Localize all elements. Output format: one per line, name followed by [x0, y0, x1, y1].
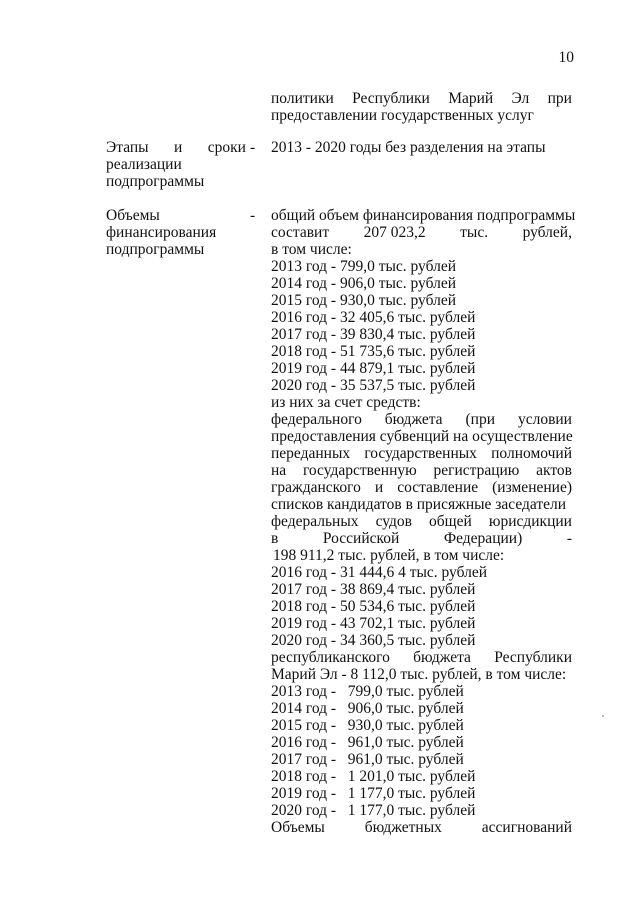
year-line: 2017 год - 961,0 тыс. рублей — [271, 751, 464, 768]
word: ассигнований — [481, 819, 572, 836]
year-line: 2013 год - 799,0 тыс. рублей — [271, 258, 457, 275]
stages-label-line-1 — [106, 139, 246, 156]
word: государственную — [302, 462, 417, 479]
word: и — [174, 139, 183, 156]
funding-intro-line-2 — [271, 224, 572, 241]
stages-value — [271, 139, 572, 156]
continuation-content — [271, 90, 572, 124]
word: условии — [517, 411, 572, 428]
word: бюджета — [413, 649, 471, 666]
word: составление — [397, 479, 479, 496]
word: - — [566, 530, 572, 547]
funding-label — [106, 207, 246, 258]
word: Федерации) — [443, 530, 523, 547]
word: тыс. — [460, 224, 489, 241]
funding-label-line-1: Объемы — [106, 207, 160, 224]
year-line: 2020 год - 35 537,5 тыс. рублей — [271, 377, 476, 394]
word: Объемы — [271, 819, 325, 836]
word: в — [271, 530, 279, 547]
word: переданных — [271, 445, 351, 462]
federal-line — [271, 411, 572, 428]
word: Республики — [494, 649, 572, 666]
word: списков кандидатов в присяжные заседатели — [271, 496, 567, 513]
federal-line — [271, 513, 572, 530]
funding-dash: - — [250, 207, 256, 224]
page-number: 10 — [558, 49, 574, 66]
word: при — [547, 90, 572, 107]
continuation-line-2: предоставлении государственных услуг — [271, 107, 534, 124]
word: государственных — [364, 445, 477, 462]
word: полномочий — [491, 445, 572, 462]
year-line: 2018 год - 51 735,6 тыс. рублей — [271, 343, 476, 360]
word: сроки — [207, 139, 246, 156]
federal-line — [271, 428, 572, 445]
republic-line-1 — [271, 649, 572, 666]
year-line: 2015 год - 930,0 тыс. рублей — [271, 717, 464, 734]
year-line: 2018 год - 50 534,6 тыс. рублей — [271, 598, 476, 615]
federal-line — [271, 530, 572, 547]
word: бюджетных — [364, 819, 442, 836]
year-line: 2019 год - 43 702,1 тыс. рублей — [271, 615, 476, 632]
year-line: 2017 год - 39 830,4 тыс. рублей — [271, 326, 476, 343]
year-line: 2019 год - 1 177,0 тыс. рублей — [271, 785, 476, 802]
year-line: 2014 год - 906,0 тыс. рублей — [271, 700, 464, 717]
scan-artifact — [602, 715, 604, 717]
federal-line — [271, 479, 572, 496]
federal-description — [271, 411, 572, 547]
stages-value-text: 2013 - 2020 годы без разделения на этапы — [271, 139, 546, 156]
federal-by-year-list — [271, 564, 572, 649]
year-line: 2013 год - 799,0 тыс. рублей — [271, 683, 464, 700]
year-line: 2016 год - 32 405,6 тыс. рублей — [271, 309, 476, 326]
word: судов — [375, 513, 412, 530]
sources-intro: из них за счет средств: — [271, 394, 421, 411]
word: на — [271, 462, 287, 479]
word: Эл — [511, 90, 530, 107]
funding-total-amount: 207 023,2 — [363, 224, 426, 241]
word: Республики — [352, 90, 430, 107]
word: политики — [271, 90, 334, 107]
republic-by-year-list — [271, 683, 572, 819]
word: федерального — [271, 411, 362, 428]
republic-line-2: Марий Эл - 8 112,0 тыс. рублей, в том числе: — [271, 666, 567, 683]
funding-content — [271, 207, 576, 836]
word: Этапы — [106, 139, 149, 156]
federal-line — [271, 445, 572, 462]
word: (при — [465, 411, 496, 428]
year-line: 2019 год - 44 879,1 тыс. рублей — [271, 360, 476, 377]
last-line — [271, 819, 572, 836]
word: актов — [536, 462, 572, 479]
funding-intro-line-3: в том числе: — [271, 241, 352, 258]
word: и — [374, 479, 384, 496]
word: юрисдикции — [488, 513, 572, 530]
federal-total: 198 911,2 тыс. рублей, в том числе: — [273, 547, 505, 564]
year-line: 2018 год - 1 201,0 тыс. рублей — [271, 768, 476, 785]
year-line: 2016 год - 31 444,6 4 тыс. рублей — [271, 564, 488, 581]
stages-label-line-2: реализации — [106, 156, 182, 173]
funding-label-line-3: подпрограммы — [106, 241, 205, 258]
word: федеральных — [271, 513, 359, 530]
year-line: 2020 год - 34 360,5 тыс. рублей — [271, 632, 476, 649]
federal-line — [271, 462, 572, 479]
year-line: 2014 год - 906,0 тыс. рублей — [271, 275, 457, 292]
word: рублей, — [522, 224, 572, 241]
federal-line — [271, 496, 572, 513]
word: общей — [429, 513, 472, 530]
word: бюджета — [384, 411, 443, 428]
year-line: 2016 год - 961,0 тыс. рублей — [271, 734, 464, 751]
word: составит — [271, 224, 330, 241]
stages-dash: - — [250, 139, 256, 156]
stages-label — [106, 139, 246, 190]
word: предоставления субвенций на осуществление — [271, 428, 573, 445]
year-line: 2020 год - 1 177,0 тыс. рублей — [271, 802, 476, 819]
funding-label-line-2: финансирования — [106, 224, 217, 241]
year-line: 2017 год - 38 869,4 тыс. рублей — [271, 581, 476, 598]
stages-label-line-3: подпрограммы — [106, 173, 205, 190]
word: (изменение) — [492, 479, 572, 496]
funding-intro-line-1: общий объем финансирования подпрограммы — [271, 207, 576, 224]
word: регистрацию — [433, 462, 520, 479]
word: республиканского — [271, 649, 390, 666]
continuation-line-1 — [271, 90, 572, 107]
total-by-year-list — [271, 258, 572, 394]
word: Марий — [448, 90, 494, 107]
year-line: 2015 год - 930,0 тыс. рублей — [271, 292, 457, 309]
word: гражданского — [271, 479, 361, 496]
word: Российской — [322, 530, 400, 547]
